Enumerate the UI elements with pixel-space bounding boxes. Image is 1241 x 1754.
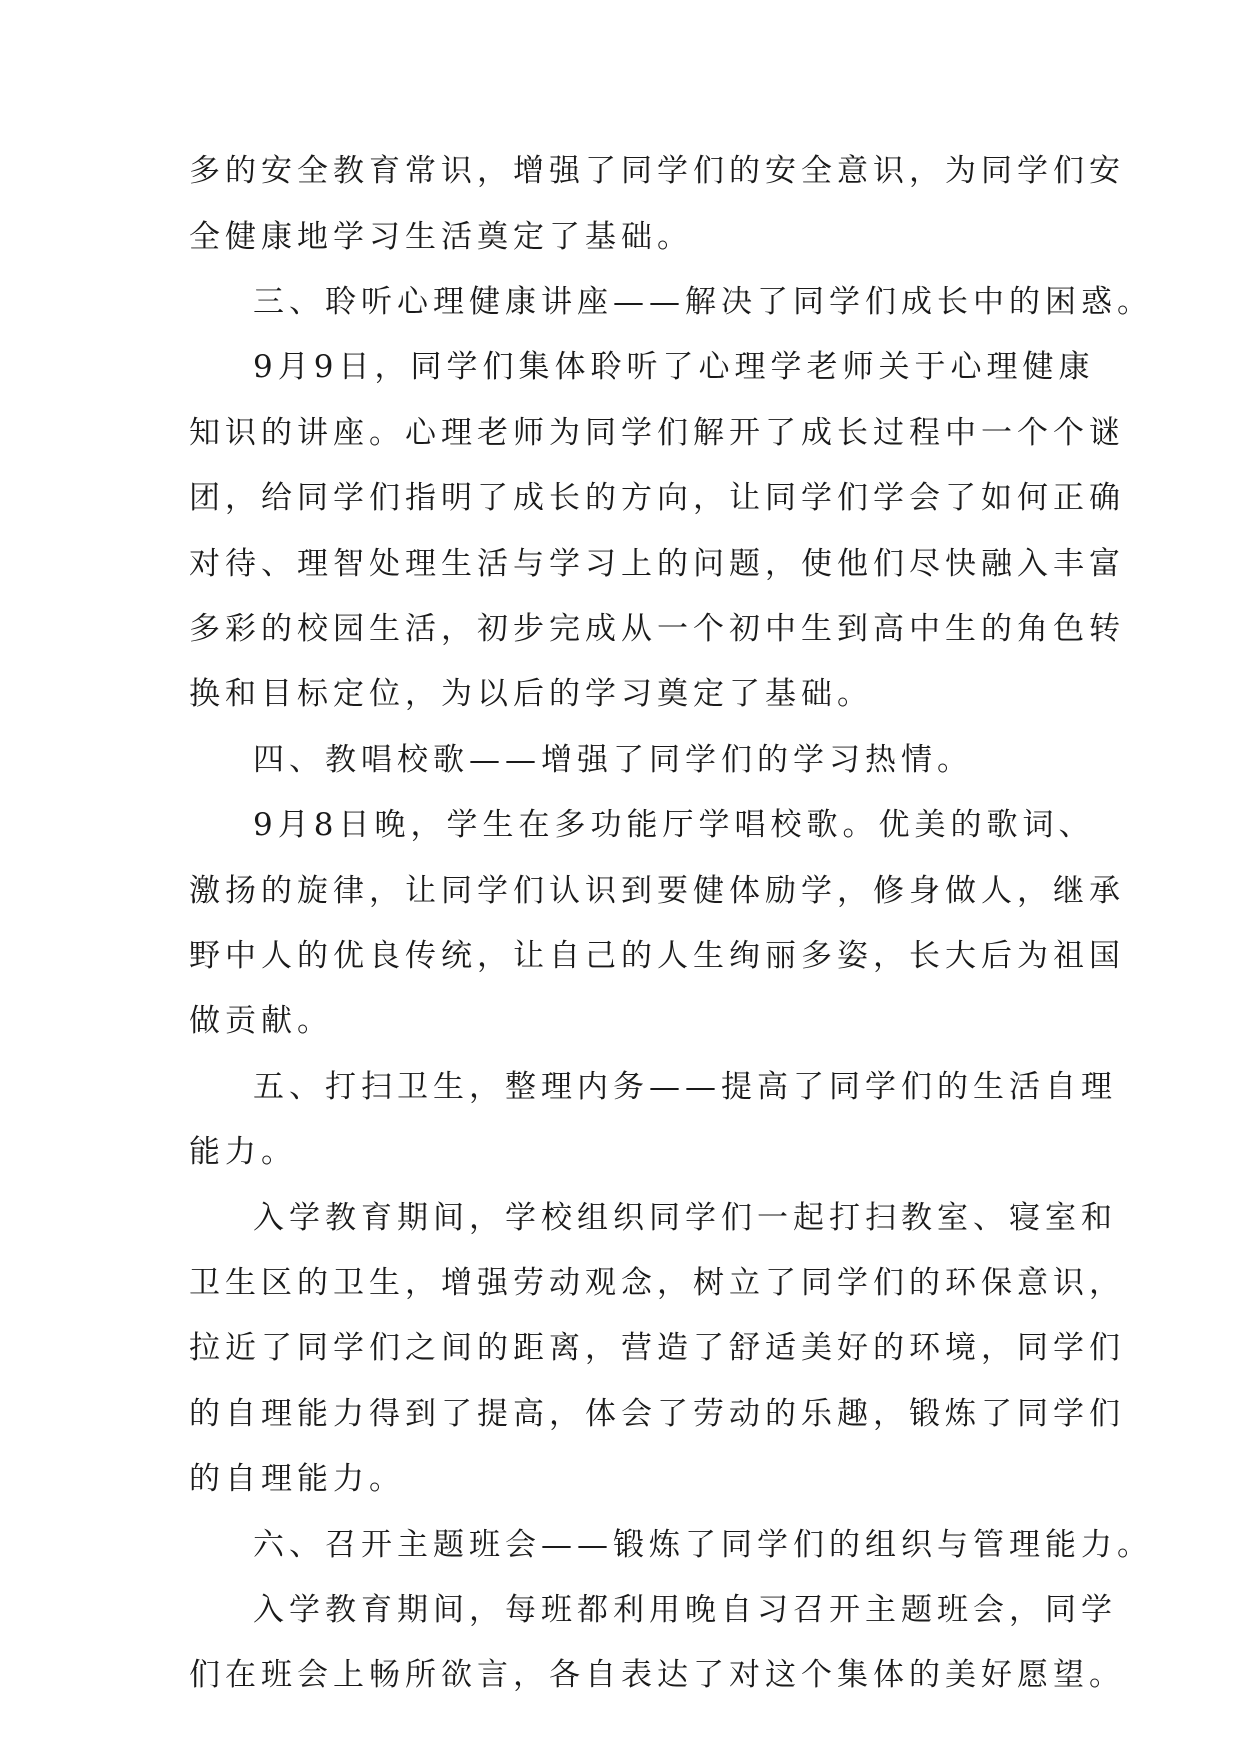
body-text-line: 多彩的校园生活，初步完成从一个初中生到高中生的角色转: [189, 611, 1125, 647]
body-text-line: 全健康地学习生活奠定了基础。: [189, 219, 693, 255]
body-text-line: 入学教育期间，每班都利用晚自习召开主题班会，同学: [253, 1592, 1117, 1628]
body-text-line: 9月8日晚，学生在多功能厅学唱校歌。优美的歌词、: [253, 807, 1095, 843]
body-text-line: 拉近了同学们之间的距离，营造了舒适美好的环境，同学们: [189, 1330, 1125, 1366]
body-text-line: 激扬的旋律，让同学们认识到要健体励学，修身做人，继承: [189, 873, 1125, 909]
body-text-line: 的自理能力。: [189, 1461, 405, 1497]
body-text-line: 们在班会上畅所欲言，各自表达了对这个集体的美好愿望。: [189, 1657, 1125, 1693]
section-heading-4: 四、教唱校歌——增强了同学们的学习热情。: [253, 742, 973, 778]
section-heading-5: 五、打扫卫生，整理内务——提高了同学们的生活自理: [253, 1069, 1117, 1105]
section-heading-6: 六、召开主题班会——锻炼了同学们的组织与管理能力。: [253, 1527, 1153, 1563]
section-heading-3: 三、聆听心理健康讲座——解决了同学们成长中的困惑。: [253, 284, 1153, 320]
body-text-line: 多的安全教育常识，增强了同学们的安全意识，为同学们安: [189, 153, 1125, 189]
body-text-line: 野中人的优良传统，让自己的人生绚丽多姿，长大后为祖国: [189, 938, 1125, 974]
body-text-line: 做贡献。: [189, 1003, 333, 1039]
body-text-line: 入学教育期间，学校组织同学们一起打扫教室、寝室和: [253, 1200, 1117, 1236]
body-text-line: 的自理能力得到了提高，体会了劳动的乐趣，锻炼了同学们: [189, 1396, 1125, 1432]
body-text-line: 卫生区的卫生，增强劳动观念，树立了同学们的环保意识，: [189, 1265, 1125, 1301]
body-text-line: 9月9日，同学们集体聆听了心理学老师关于心理健康: [253, 349, 1095, 385]
body-text-line: 知识的讲座。心理老师为同学们解开了成长过程中一个个谜: [189, 415, 1125, 451]
section-heading-5-continuation: 能力。: [189, 1134, 297, 1170]
body-text-line: 对待、理智处理生活与学习上的问题，使他们尽快融入丰富: [189, 546, 1125, 582]
body-text-line: 换和目标定位，为以后的学习奠定了基础。: [189, 676, 873, 712]
body-text-line: 团，给同学们指明了成长的方向，让同学们学会了如何正确: [189, 480, 1125, 516]
